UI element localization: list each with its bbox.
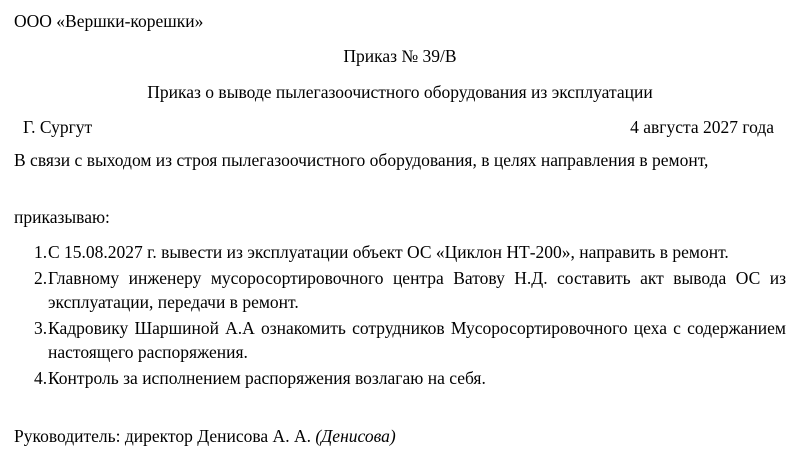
item-text: Главному инженеру мусоросортировочного центра Ватову Н.Д. составить акт вывода ОС из эксплуатации, передачи в ремонт. (48, 268, 786, 312)
item-text: С 15.08.2027 г. вывести из эксплуатации объект ОС «Циклон НТ-200», направить в ремонт. (48, 242, 729, 262)
item-text: Контроль за исполнением распоряжения возлагаю на себя. (48, 368, 486, 388)
company-name: ООО «Вершки-корешки» (14, 11, 204, 31)
order-word: приказываю: (14, 207, 110, 227)
signature-label: Руководитель: директор Денисова А. А. (14, 426, 311, 446)
preamble: В связи с выходом из строя пылегазоочистного оборудования, в целях направления в ремонт, (14, 150, 709, 170)
signature-line (14, 424, 396, 448)
order-title: Приказ о выводе пылегазоочистного оборудования из эксплуатации (147, 82, 653, 102)
item-number: 3. (34, 318, 48, 338)
list-item (14, 316, 786, 364)
order-number: Приказ № 39/В (343, 46, 457, 66)
signature-name: (Денисова) (315, 426, 396, 446)
list-item (14, 266, 786, 314)
city: Г. Сургут (23, 117, 93, 137)
item-text: Кадровику Шаршиной А.А ознакомить сотрудников Мусоросортировочного цеха с содержанием настоящего распоряжения. (48, 318, 786, 362)
item-number: 2. (34, 268, 48, 288)
list-item (14, 366, 786, 390)
order-items-list (14, 240, 786, 392)
order-date: 4 августа 2027 года (630, 117, 774, 137)
item-number: 4. (34, 368, 48, 388)
list-item (14, 240, 786, 264)
item-number: 1. (34, 242, 48, 262)
